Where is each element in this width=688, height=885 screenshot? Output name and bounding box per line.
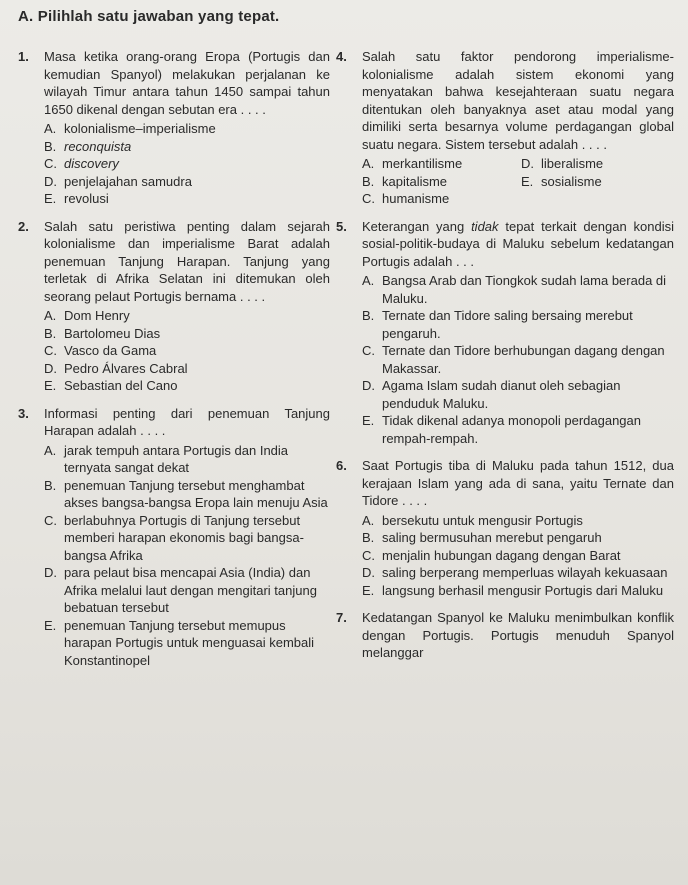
option-e[interactable]	[521, 173, 674, 191]
option-letter: C.	[362, 547, 375, 563]
option-letter: E.	[44, 617, 57, 633]
option-c[interactable]	[362, 190, 515, 208]
option-letter: B.	[44, 138, 57, 154]
option-list	[362, 512, 674, 600]
option-text: saling bermusuhan merebut pengaruh	[382, 530, 602, 545]
option-text: Ternate dan Tidore saling bersaing merebut pengaruh.	[382, 308, 633, 341]
option-text: jarak tempuh antara Portugis dan India ternyata sangat dekat	[64, 442, 289, 475]
option-text: penjelajahan samudra	[64, 173, 192, 189]
option-b[interactable]	[362, 307, 674, 342]
option-letter: A.	[44, 308, 57, 323]
option-letter: D.	[521, 156, 534, 171]
option-text: Agama Islam sudah dianut oleh sebagian penduduk Maluku.	[382, 378, 621, 411]
option-text: Sebastian del Cano	[64, 378, 178, 393]
option-letter: D.	[362, 565, 375, 580]
option-list	[362, 155, 674, 208]
question-stem: Kedatangan Spanyol ke Maluku menimbulkan konflik dengan Portugis. Portugis menuduh Spanyol melanggar	[362, 610, 674, 660]
option-text: Vasco da Gama	[64, 343, 157, 358]
option-a[interactable]	[44, 120, 330, 138]
option-text: Pedro Álvares Cabral	[64, 360, 188, 376]
option-letter: B.	[44, 325, 57, 341]
left-column	[18, 48, 330, 679]
question-3	[18, 405, 330, 670]
option-letter: E.	[521, 173, 534, 189]
option-letter: D.	[44, 565, 57, 580]
option-letter: C.	[44, 343, 57, 358]
option-letter: A.	[44, 121, 57, 136]
question-5	[336, 218, 674, 448]
option-a[interactable]	[362, 272, 674, 307]
option-text: penemuan Tanjung tersebut menghambat akses bangsa-bangsa Eropa lain menuju Asia	[64, 477, 328, 510]
option-text: humanisme	[382, 191, 450, 206]
question-number: 6.	[336, 458, 347, 473]
option-list	[362, 272, 674, 447]
option-text: para pelaut bisa mencapai Asia (India) dan Afrika melalui laut dengan mengitari tanjung bebatuan tersebut	[64, 565, 317, 615]
option-b[interactable]	[44, 325, 330, 343]
option-c[interactable]	[44, 512, 330, 565]
question-number: 3.	[18, 405, 29, 421]
option-d[interactable]	[44, 360, 330, 378]
option-letter: A.	[362, 512, 375, 528]
option-letter: A.	[44, 442, 57, 458]
option-a[interactable]	[44, 442, 330, 477]
option-letter: C.	[362, 343, 375, 358]
question-number: 7.	[336, 610, 347, 625]
option-a[interactable]	[362, 155, 515, 173]
option-d[interactable]	[362, 377, 674, 412]
option-letter: B.	[44, 477, 57, 493]
option-letter: D.	[44, 173, 57, 189]
option-text: reconquista	[64, 138, 132, 154]
option-d[interactable]	[44, 173, 330, 191]
option-text: saling berperang memperluas wilayah kekuasaan	[382, 565, 668, 580]
option-list	[44, 120, 330, 208]
option-text: sosialisme	[541, 173, 602, 189]
question-7	[336, 609, 674, 662]
option-letter: E.	[362, 413, 375, 428]
option-text: Ternate dan Tidore berhubungan dagang dengan Makassar.	[382, 343, 665, 376]
question-6	[336, 457, 674, 599]
option-c[interactable]	[44, 155, 330, 173]
option-text: kolonialisme–imperialisme	[64, 121, 216, 136]
option-text: discovery	[64, 156, 119, 171]
stem-part: tepat terkait dengan kondisi sosial-politik-budaya di Maluku sebelum kedatangan Portugis adalah . . .	[362, 218, 674, 269]
option-text: liberalisme	[541, 156, 604, 171]
question-number: 1.	[18, 49, 29, 64]
option-letter: A.	[362, 273, 375, 288]
question-stem: Informasi penting dari penemuan Tanjung Harapan adalah . . . .	[44, 405, 330, 438]
option-text: revolusi	[64, 191, 109, 206]
question-stem: Masa ketika orang-orang Eropa (Portugis dan kemudian Spanyol) melakukan perjalanan ke wilayah Timur antara tahun 1450 sampai tahun 1650 dikenal dengan sebutan era . . . .	[44, 49, 330, 117]
question-1	[18, 48, 330, 208]
option-text: bersekutu untuk mengusir Portugis	[382, 512, 583, 528]
option-c[interactable]	[362, 547, 674, 565]
option-letter: C.	[44, 512, 57, 528]
question-number: 4.	[336, 49, 347, 64]
option-letter: D.	[44, 360, 57, 376]
option-e[interactable]	[44, 617, 330, 670]
option-letter: B.	[362, 173, 375, 189]
right-column	[336, 48, 674, 672]
option-letter: C.	[362, 191, 375, 206]
option-letter: B.	[362, 308, 375, 323]
option-e[interactable]	[362, 412, 674, 447]
question-stem	[362, 218, 674, 271]
stem-part: Keterangan yang	[362, 218, 472, 234]
option-letter: E.	[362, 582, 375, 598]
question-stem: Saat Portugis tiba di Maluku pada tahun 1512, dua kerajaan Islam yang ada di sana, yaitu Ternate dan Tidore . . . .	[362, 458, 674, 508]
option-b[interactable]	[44, 138, 330, 156]
option-text: Tidak dikenal adanya monopoli perdagangan rempah-rempah.	[382, 413, 641, 446]
option-text: berlabuhnya Portugis di Tanjung tersebut memberi harapan ekonomis bagi bangsa-bangsa Afrika	[64, 512, 304, 563]
option-text: merkantilisme	[382, 156, 463, 171]
option-b[interactable]	[362, 173, 515, 191]
option-e[interactable]	[362, 582, 674, 600]
option-c[interactable]	[44, 342, 330, 360]
option-letter: B.	[362, 530, 375, 545]
question-number: 5.	[336, 218, 347, 234]
question-2	[18, 218, 330, 395]
option-b[interactable]	[44, 477, 330, 512]
option-letter: E.	[44, 378, 57, 393]
option-e[interactable]	[44, 190, 330, 208]
option-text: Bangsa Arab dan Tiongkok sudah lama berada di Maluku.	[382, 273, 667, 306]
option-text: langsung berhasil mengusir Portugis dari Maluku	[382, 582, 664, 598]
question-stem: Salah satu peristiwa penting dalam sejarah kolonialisme dan imperialisme Barat adalah penemuan Tanjung Harapan. Tanjung yang terletak di Afrika Selatan ini ditemukan oleh seorang pelaut Portugis bernama . . . .	[44, 218, 330, 304]
option-d[interactable]	[521, 155, 674, 173]
section-title: A. Pilihlah satu jawaban yang tepat.	[18, 8, 280, 25]
option-a[interactable]	[362, 512, 674, 530]
question-stem: Salah satu faktor pendorong imperialisme-kolonialisme adalah sistem ekonomi yang menyatakan bahwa kesejahteraan suatu negara ditentukan oleh banyaknya aset atau modal yang dimiliki serta besarnya volume perdagangan global suatu negara. Sistem tersebut adalah . . . .	[362, 49, 674, 152]
option-c[interactable]	[362, 342, 674, 377]
option-d[interactable]	[362, 564, 674, 582]
stem-emphasis: tidak	[471, 218, 499, 234]
option-letter: A.	[362, 156, 375, 171]
option-b[interactable]	[362, 529, 674, 547]
option-letter: C.	[44, 156, 57, 171]
option-text: Bartolomeu Dias	[64, 325, 161, 341]
question-number: 2.	[18, 218, 29, 234]
option-letter: D.	[362, 378, 375, 393]
option-letter: E.	[44, 191, 57, 206]
option-text: menjalin hubungan dagang dengan Barat	[382, 547, 621, 563]
question-4	[336, 48, 674, 208]
option-d[interactable]	[44, 564, 330, 617]
option-a[interactable]	[44, 307, 330, 325]
option-e[interactable]	[44, 377, 330, 395]
option-text: penemuan Tanjung tersebut memupus harapan Portugis untuk menguasai kembali Konstantinopel	[64, 617, 315, 668]
option-text: Dom Henry	[64, 308, 130, 323]
option-list	[44, 307, 330, 395]
option-list	[44, 442, 330, 670]
option-text: kapitalisme	[382, 173, 448, 189]
